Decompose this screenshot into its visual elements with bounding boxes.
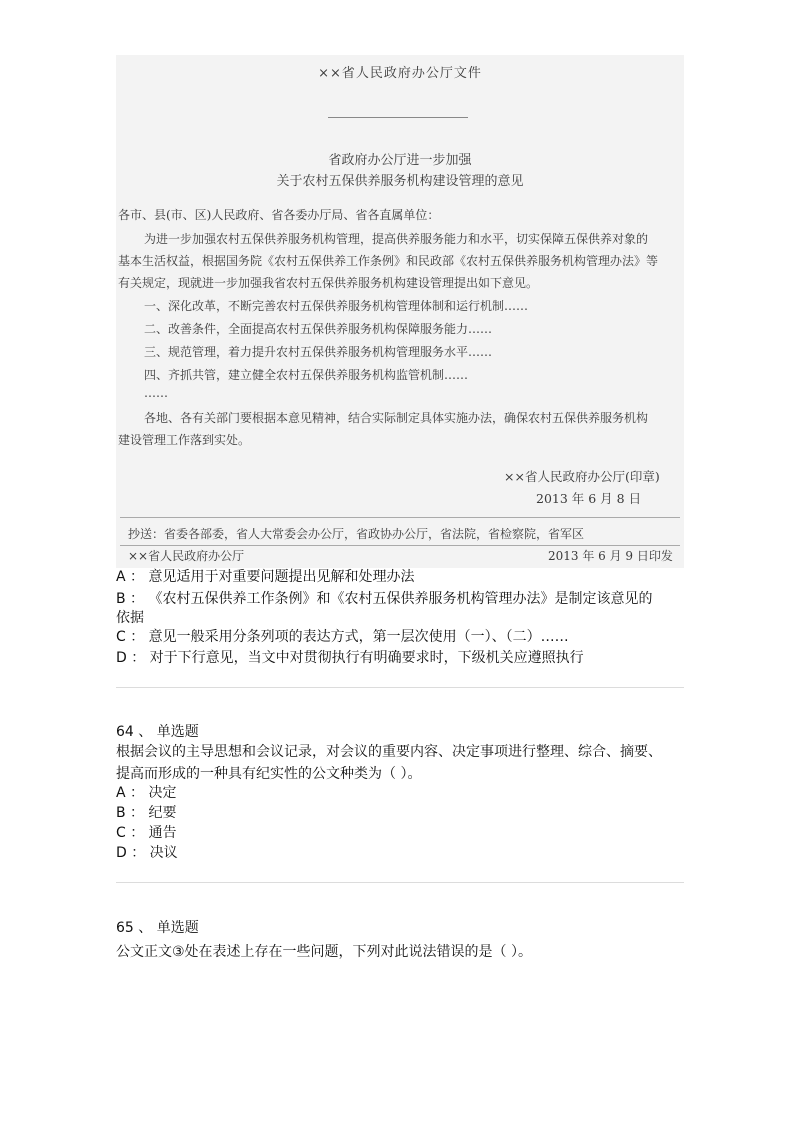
signature-organization: ××省人民政府办公厅(印章) — [504, 469, 660, 484]
q64-heading: 64 、 单选题 — [116, 724, 199, 740]
document-ellipsis: …… — [144, 386, 168, 400]
section-divider — [116, 882, 684, 883]
q63-option-c: C ： 意见一般采用分条列项的表达方式，第一层次使用（一）、（二）…… — [116, 629, 569, 645]
document-paragraph-line: 建设管理工作落到实处。 — [118, 433, 251, 447]
q63-option-d: D ： 对于下行意见，当文中对贯彻执行有明确要求时，下级机关应遵照执行 — [116, 650, 584, 666]
document-item-4: 四、齐抓共管，建立健全农村五保供养服务机构监管机制…… — [144, 368, 469, 382]
document-title-line2: 关于农村五保供养服务机构建设管理的意见 — [276, 174, 524, 189]
footer-divider — [120, 545, 680, 546]
footer-divider — [120, 517, 680, 518]
q64-option-d: D ： 决议 — [116, 845, 178, 861]
print-date: 2013 年 6 月 9 日印发 — [548, 549, 673, 563]
q63-option-b-continued: 依据 — [116, 610, 144, 626]
document-title-line1: 省政府办公厅进一步加强 — [328, 153, 472, 168]
q64-option-a: A ： 决定 — [116, 785, 177, 801]
document-item-1: 一、深化改革，不断完善农村五保供养服务机构管理体制和运行机制…… — [144, 299, 529, 313]
header-divider — [328, 117, 468, 118]
document-item-2: 二、改善条件，全面提高农村五保供养服务机构保障服务能力…… — [144, 322, 493, 336]
q64-stem-line1: 根据会议的主导思想和会议记录，对会议的重要内容、决定事项进行整理、综合、摘要、 — [116, 744, 662, 760]
q64-stem-line2: 提高而形成的一种具有纪实性的公文种类为（ ）。 — [116, 766, 422, 782]
document-paragraph-line: 有关规定，现就进一步加强我省农村五保供养服务机构建设管理提出如下意见。 — [118, 276, 539, 290]
q63-option-b: B ： 《农村五保供养工作条例》和《农村五保供养服务机构管理办法》是制定该意见的 — [116, 591, 653, 607]
document-addressee: 各市、县(市、区)人民政府、省各委办厅局、省各直属单位： — [118, 208, 440, 222]
signature-date: 2013 年 6 月 8 日 — [536, 491, 642, 506]
q63-option-a: A ： 意见适用于对重要问题提出见解和处理办法 — [116, 569, 415, 585]
cc-line: 抄送：省委各部委，省人大常委会办公厅，省政协办公厅，省法院，省检察院，省军区 — [128, 527, 585, 541]
document-header: ××省人民政府办公厅文件 — [318, 66, 482, 81]
q64-option-c: C ： 通告 — [116, 825, 177, 841]
q65-stem: 公文正文③处在表述上存在一些问题，下列对此说法错误的是（ ）。 — [116, 944, 532, 960]
document-item-3: 三、规范管理，着力提升农村五保供养服务机构管理服务水平…… — [144, 345, 493, 359]
q65-heading: 65 、 单选题 — [116, 920, 199, 936]
document-paragraph-line: 各地、各有关部门要根据本意见精神，结合实际制定具体实施办法，确保农村五保供养服务机构 — [144, 411, 649, 425]
issuer: ××省人民政府办公厅 — [128, 549, 245, 563]
document-paragraph-line: 为进一步加强农村五保供养服务机构管理，提高供养服务能力和水平，切实保障五保供养对象的 — [144, 232, 649, 246]
section-divider — [116, 687, 684, 688]
document-paragraph-line: 基本生活权益，根据国务院《农村五保供养工作条例》和民政部《农村五保供养服务机构管理办法》等 — [118, 254, 659, 268]
scanned-document-image — [116, 55, 684, 568]
q64-option-b: B ： 纪要 — [116, 805, 177, 821]
